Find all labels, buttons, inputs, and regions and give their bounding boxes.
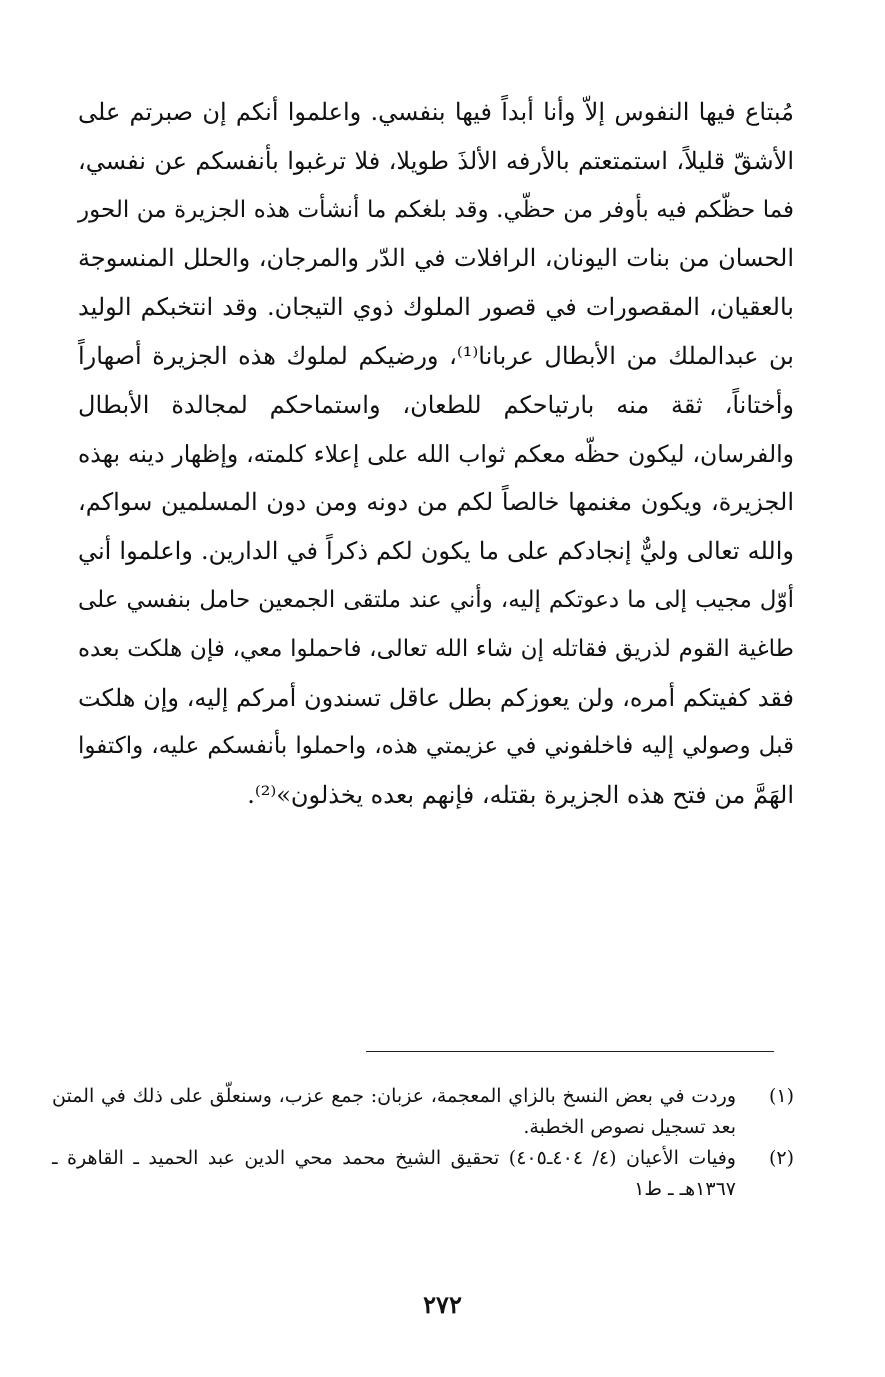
text-line: والفرسان، ليكون حظّه معكم ثواب الله على إعلاء كلمته، وإظهار دينه بهذه	[78, 439, 794, 468]
text-line: طاغية القوم لذريق فقاتله إن شاء الله تعالى، فاحملوا معي، فإن هلكت بعده	[78, 635, 794, 662]
text-line: أوّل مجيب إلى ما دعوتكم إليه، وأني عند ملتقى الجمعين حامل بنفسي على	[78, 586, 794, 613]
text-line: قبل وصولي إليه فاخلفوني في عزيمتي هذه، واحملوا بأنفسكم عليه، واكتفوا	[78, 733, 794, 760]
text-line: والله تعالى وليٌّ إنجادكم على ما يكون لكم ذكراً في الدارين. واعلموا أني	[78, 537, 794, 566]
text-line: الحسان من بنات اليونان، الرافلات في الدّر والمرجان، والحلل المنسوجة	[78, 244, 794, 273]
footnote-1	[52, 1081, 794, 1143]
footnote-number: (١)	[768, 1085, 794, 1107]
footnotes	[52, 1081, 794, 1205]
text-line: بن عبدالملك من الأبطال عربانا⁽¹⁾، ورضيكم لملوك هذه الجزيرة أصهاراً	[78, 341, 794, 370]
footnote-2	[52, 1143, 794, 1205]
footnote-text: وردت في بعض النسخ بالزاي المعجمة، عزبان: جمع عزب، وسنعلّق على ذلك في المتن بعد تسجيل نصوص الخطبة.	[52, 1085, 736, 1138]
text-line: بالعقيان، المقصورات في قصور الملوك ذوي التيجان. وقد انتخبكم الوليد	[78, 293, 794, 322]
text-line: فما حظّكم فيه بأوفر من حظّي. وقد بلغكم ما أنشأت هذه الجزيرة من الحور	[78, 196, 794, 223]
text-line: وأختاناً، ثقة منه بارتياحكم للطعان، واستماحكم لمجالدة الأبطال	[78, 390, 794, 419]
page-number: ٢٧٢	[423, 1290, 462, 1319]
body-text	[78, 88, 794, 820]
footnote-text: وفيات الأعيان (٤/ ٤٠٤ـ٤٠٥) تحقيق الشيخ محمد محي الدين عبد الحميد ـ القاهرة ـ ١٣٦٧هـ ـ ط١	[52, 1147, 736, 1200]
text-line: مُبتاع فيها النفوس إلاّ وأنا أبداً فيها بنفسي. واعلموا أنكم إن صبرتم على	[78, 98, 794, 126]
footnote-divider	[366, 1051, 774, 1052]
text-line: الجزيرة، ويكون مغنمها خالصاً لكم من دونه ومن دون المسلمين سواكم،	[78, 488, 795, 517]
text-line: فقد كفيتكم أمره، ولن يعوزكم بطل عاقل تسندون أمركم إليه، وإن هلكت	[78, 683, 794, 712]
text-line: الهَمَّ من فتح هذه الجزيرة بقتله، فإنهم بعده يخذلون»⁽²⁾.	[247, 781, 794, 810]
footnote-number: (٢)	[768, 1147, 794, 1169]
text-line: الأشقّ قليلاً، استمتعتم بالأرفه الألذَ طويلا، فلا ترغبوا بأنفسكم عن نفسي،	[78, 146, 795, 175]
